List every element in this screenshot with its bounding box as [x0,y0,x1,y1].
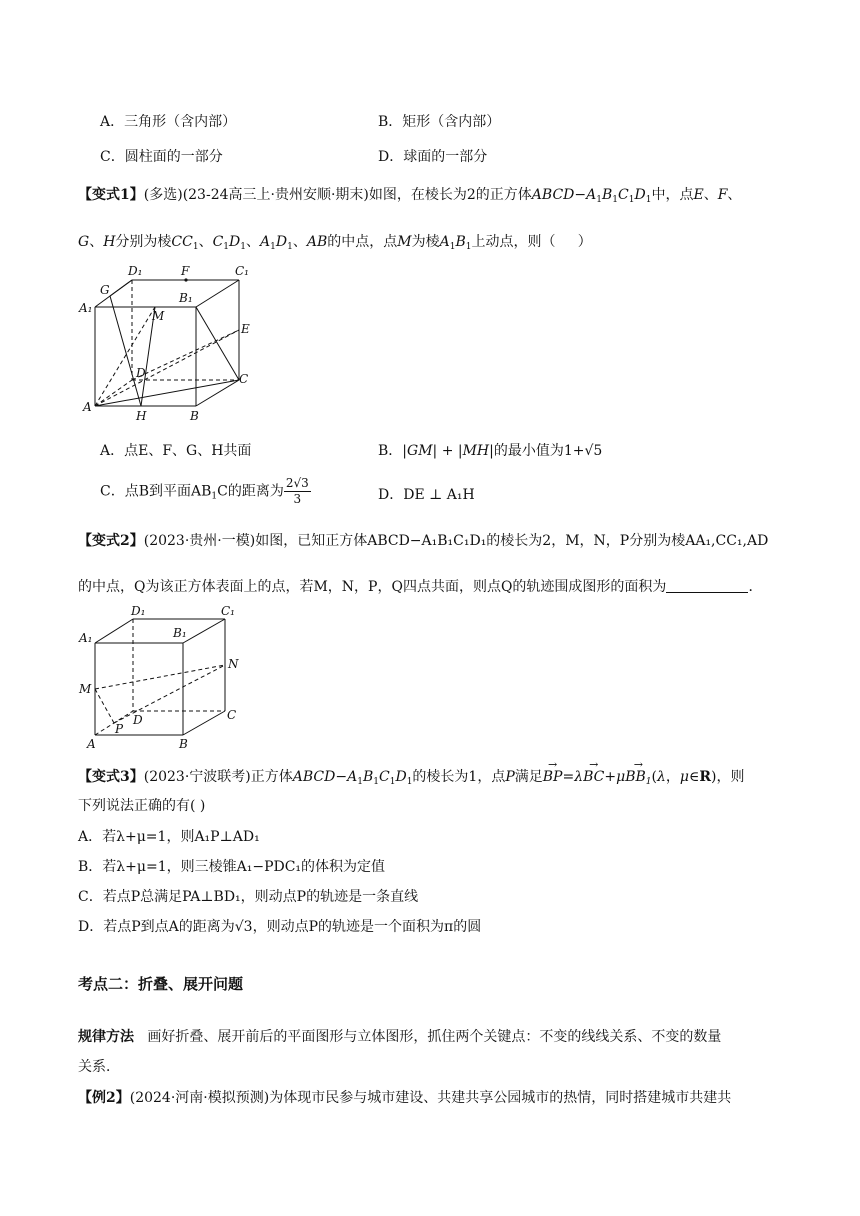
label2-b1: B₁ [173,626,187,640]
example2-line: 【例2】(2024·河南·模拟预测)为体现市民参与城市建设、共建共享公园城市的热情，同时搭建城市共建共 [78,1090,732,1106]
label2-m: M [79,682,92,696]
variant3-line1: 【变式3】(2023·宁波联考)正方体$ABCD-A_1B_1C_1D_1$的棱长为1，点P满足→ $BP=\lambda\to BC+\mu\to BB_1(\lambda$，μ∈R)，则 [78,766,744,786]
variant1-tag-note: (多选) [143,187,183,203]
label-b1: B₁ [179,291,193,305]
label-f: F [181,264,190,278]
variant3-option-b: B．若λ+μ=1，则三棱锥A₁−PDC₁的体积为定值 [78,859,386,875]
cube-figure-1 [75,260,275,425]
label-d: D [136,366,146,380]
variant1-source: (23-24高三上·贵州安顺·期末) [182,187,369,203]
method-line2: 关系． [78,1059,120,1075]
label-a: A [83,400,92,414]
variant2-line2: 的中点，Q为该正方体表面上的点，若M，N，P，Q四点共面，则点Q的轨迹围成图形的面积为 ． [78,579,763,595]
label2-a1: A₁ [79,631,93,645]
label-b: B [190,409,199,423]
label2-b: B [179,737,188,751]
variant1-line1: 【变式1】(多选)(23-24高三上·贵州安顺·期末)如图，在棱长为2的正方体$ABCD-A_1B_1C_1D_1$中，点E、F、 [78,187,742,205]
variant2-line1: 【变式2】(2023·贵州·一模)如图，已知正方体ABCD−A₁B₁C₁D₁的棱长为2，M，N，P分别为棱AA₁,CC₁,AD [78,533,769,549]
option-d: D．球面的一部分 [378,149,488,165]
option-a: A．三角形（含内部） [100,114,237,130]
option-c: C．圆柱面的一部分 [100,149,223,165]
label2-d1: D₁ [131,604,146,618]
variant1-line2: G、H分别为棱$CC_1$、$C_1D_1$、$A_1D_1$、AB的中点，点M为棱$A_1B_1$上动点，则（ ） [78,234,592,252]
cube-figure-2 [75,603,255,751]
section-heading: 考点二：折叠、展开问题 [78,975,244,993]
label-d1: D₁ [128,264,143,278]
variant1-option-c: C．点B到平面$AB_1C$的距离为 $\frac{2√3}{3}$ [100,476,309,506]
variant3-line2: 下列说法正确的有( ) [78,798,206,814]
label2-a: A [87,737,96,751]
label-c: C [239,372,249,386]
method-line1: 规律方法 画好折叠、展开前后的平面图形与立体图形，抓住两个关键点：不变的线线关系、不变的数量 [78,1029,722,1045]
variant3-option-a: A．若λ+μ=1，则A₁P⊥AD₁ [78,829,260,845]
label-h: H [136,409,147,423]
label2-n: N [228,657,239,671]
label-g: G [100,283,110,297]
variant1-option-a: A．点E、F、G、H共面 [100,443,252,459]
variant1-option-d: D．DE ⊥ A₁H [378,487,475,503]
option-b: B．矩形（含内部） [378,114,501,130]
label-e: E [241,322,250,336]
label-c1: C₁ [235,264,249,278]
label2-c: C [227,708,237,722]
variant1-tag: 【变式1】 [78,187,144,203]
label-a1: A₁ [79,301,93,315]
method-label: 规律方法 [78,1029,134,1045]
variant3-option-d: D．若点P到点A的距离为√3，则动点P的轨迹是一个面积为π的圆 [78,919,482,935]
label2-d: D [133,713,143,727]
label-m: M [152,309,165,323]
answer-blank[interactable] [666,578,748,593]
variant3-option-c: C．若点P总满足PA⊥BD₁，则动点P的轨迹是一条直线 [78,889,419,905]
label2-p: P [115,722,124,736]
label2-c1: C₁ [221,604,235,618]
variant1-option-b: B．|GM| + |MH|的最小值为1+√5 [378,443,603,459]
